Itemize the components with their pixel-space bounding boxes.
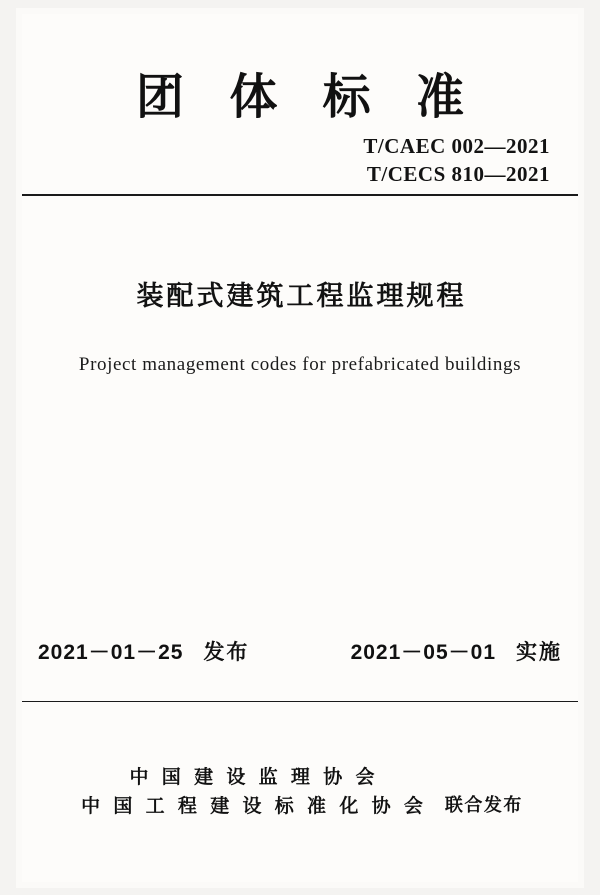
standard-code-block (363, 132, 550, 189)
document-title-chinese: 装配式建筑工程监理规程 (136, 281, 467, 311)
cover-content (22, 14, 578, 882)
title-band (22, 196, 578, 702)
page-title: 团 体 标 准 (135, 71, 480, 124)
implementation-date: 2021－05－01 (350, 641, 496, 664)
joint-publish-label: 联合发布 (444, 795, 523, 815)
implementation-date-group (351, 636, 562, 666)
header-band (22, 14, 578, 196)
document-title-english: Project management codes for prefabricated buildings (78, 354, 522, 375)
publisher-band (22, 702, 578, 882)
dates-row (22, 636, 578, 666)
publisher-row (22, 764, 578, 821)
publisher-name-2: 中 国 工 程 建 设 标 准 化 协 会 (81, 795, 427, 817)
release-label: 发布 (203, 641, 250, 664)
standard-code-secondary: T/CECS 810—2021 (366, 162, 550, 187)
publisher-name-1: 中 国 建 设 监 理 协 会 (129, 767, 379, 788)
release-date: 2021－01－25 (38, 641, 184, 664)
standard-code-primary: T/CAEC 002—2021 (363, 134, 550, 158)
publisher-names (77, 764, 427, 821)
implementation-label: 实施 (516, 641, 562, 664)
release-date-group (38, 636, 249, 666)
